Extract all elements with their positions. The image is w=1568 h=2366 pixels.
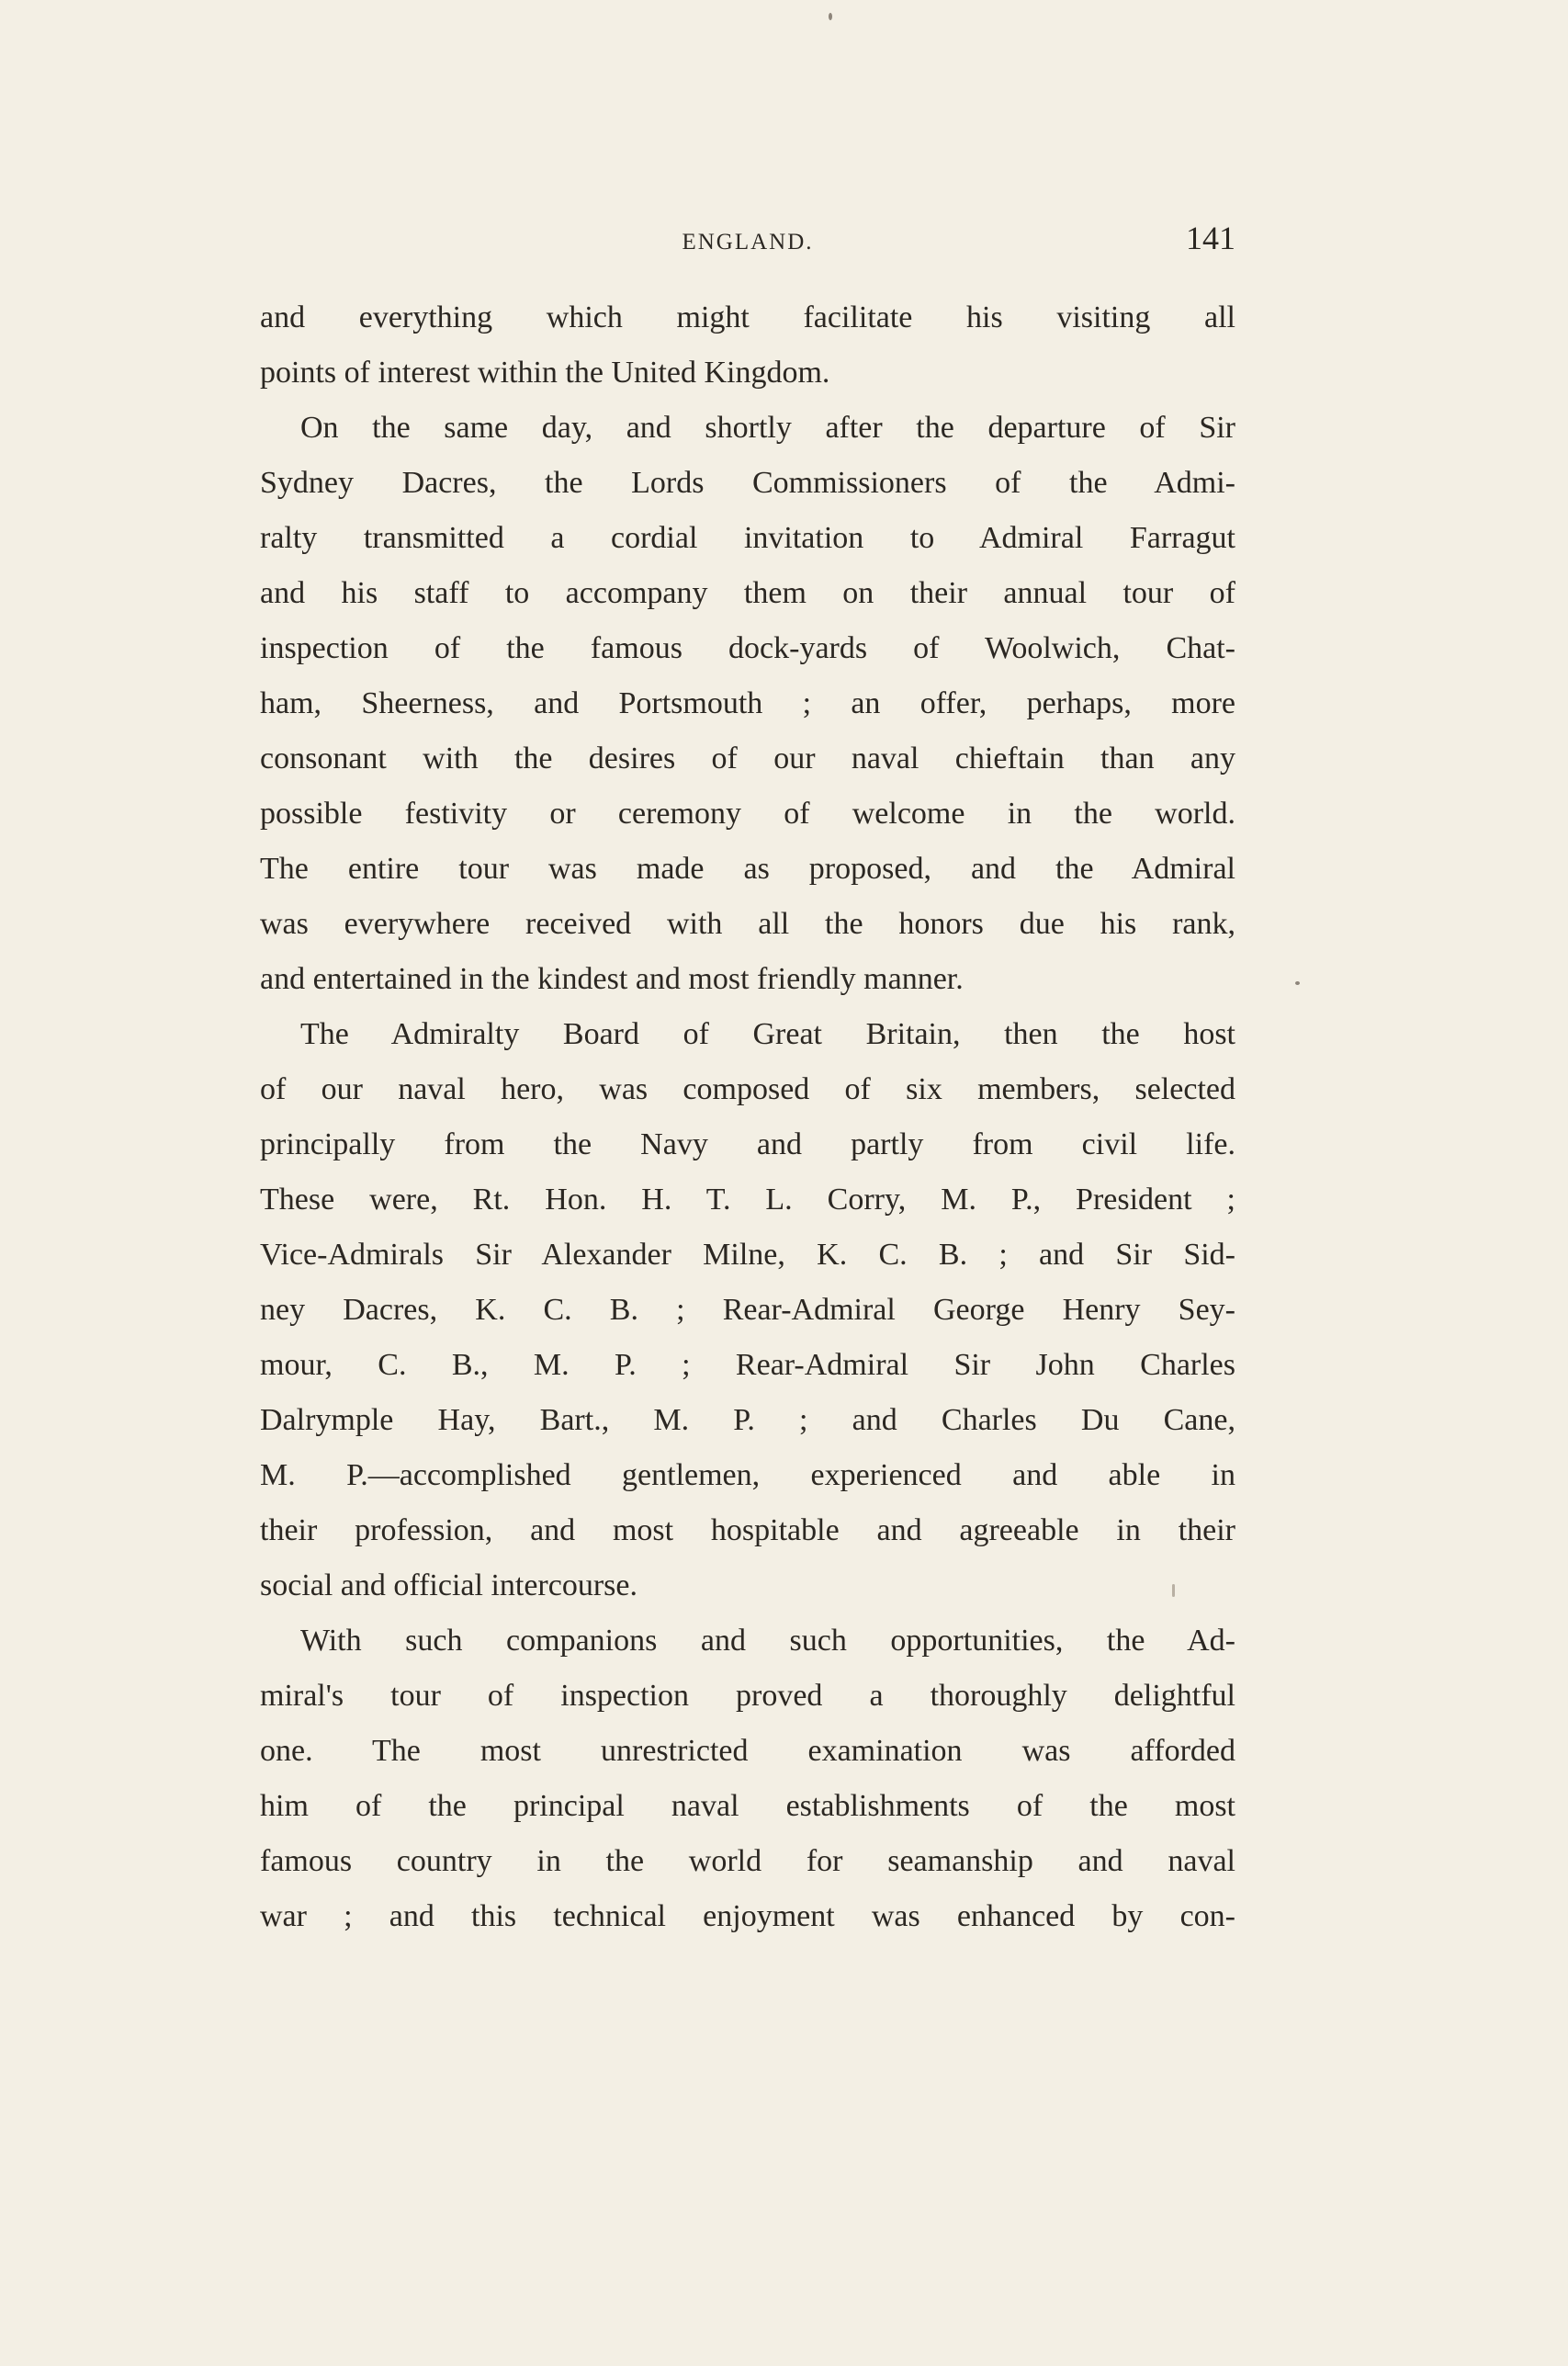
text-line: Sydney Dacres, the Lords Commissioners of the Admi- bbox=[260, 466, 1235, 500]
text-line: inspection of the famous dock-yards of Woolwich, Chat- bbox=[260, 631, 1235, 665]
text-line: These were, Rt. Hon. H. T. L. Corry, M. P., President ; bbox=[260, 1183, 1235, 1217]
running-head bbox=[260, 219, 1235, 265]
text-line: Vice-Admirals Sir Alexander Milne, K. C. B. ; and Sir Sid- bbox=[260, 1238, 1235, 1272]
page-number: 141 bbox=[1186, 220, 1235, 256]
text-line: possible festivity or ceremony of welcome in the world. bbox=[260, 797, 1235, 831]
text-line: points of interest within the United Kingdom. bbox=[260, 356, 830, 390]
text-line: ney Dacres, K. C. B. ; Rear-Admiral George Henry Sey- bbox=[260, 1293, 1235, 1327]
text-line: him of the principal naval establishments of the most bbox=[260, 1789, 1235, 1823]
text-line: With such companions and such opportunities, the Ad- bbox=[300, 1624, 1235, 1658]
text-line: The entire tour was made as proposed, and the Admiral bbox=[260, 852, 1235, 886]
text-line: and entertained in the kindest and most friendly manner. bbox=[260, 962, 964, 996]
paper-speck bbox=[829, 13, 832, 20]
running-title: ENGLAND. bbox=[682, 230, 814, 255]
text-line: and everything which might facilitate his visiting all bbox=[260, 300, 1235, 334]
text-line: their profession, and most hospitable and agreeable in their bbox=[260, 1513, 1235, 1547]
text-line: ralty transmitted a cordial invitation to Admiral Farragut bbox=[260, 521, 1235, 555]
text-line: The Admiralty Board of Great Britain, then the host bbox=[300, 1017, 1235, 1051]
text-line: one. The most unrestricted examination was afforded bbox=[260, 1734, 1235, 1768]
text-line: miral's tour of inspection proved a thoroughly delightful bbox=[260, 1679, 1235, 1713]
text-line: and his staff to accompany them on their annual tour of bbox=[260, 576, 1235, 610]
text-line: social and official intercourse. bbox=[260, 1568, 637, 1602]
text-line: war ; and this technical enjoyment was enhanced by con- bbox=[260, 1899, 1235, 1933]
text-line: On the same day, and shortly after the departure of Sir bbox=[300, 411, 1235, 445]
text-line: Dalrymple Hay, Bart., M. P. ; and Charles Du Cane, bbox=[260, 1403, 1235, 1437]
text-line: M. P.—accomplished gentlemen, experienced and able in bbox=[260, 1458, 1235, 1492]
text-line: consonant with the desires of our naval chieftain than any bbox=[260, 741, 1235, 775]
text-line: principally from the Navy and partly from civil life. bbox=[260, 1127, 1235, 1161]
body-text bbox=[260, 290, 1235, 1944]
paper-speck bbox=[1295, 981, 1300, 985]
paper-speck bbox=[1172, 1584, 1175, 1597]
text-line: ham, Sheerness, and Portsmouth ; an offer, perhaps, more bbox=[260, 686, 1235, 720]
text-line: was everywhere received with all the honors due his rank, bbox=[260, 907, 1235, 941]
text-line: famous country in the world for seamanship and naval bbox=[260, 1844, 1235, 1878]
text-line: of our naval hero, was composed of six members, selected bbox=[260, 1072, 1235, 1106]
text-line: mour, C. B., M. P. ; Rear-Admiral Sir John Charles bbox=[260, 1348, 1235, 1382]
